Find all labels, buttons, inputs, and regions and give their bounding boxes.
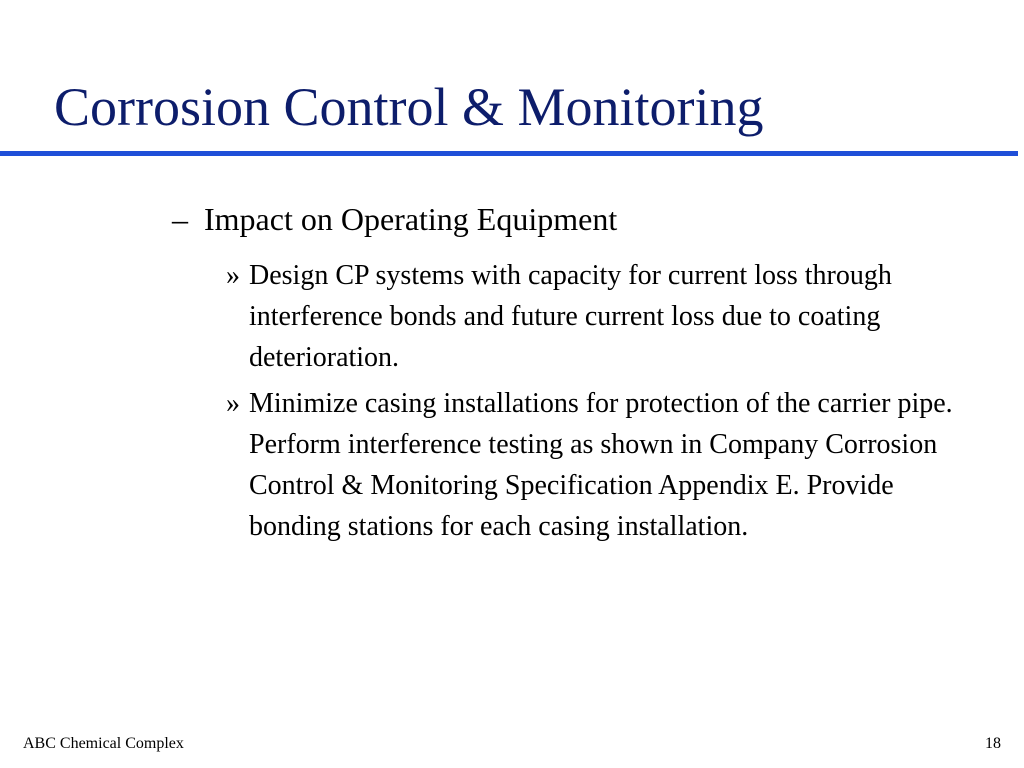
bullet-item xyxy=(226,383,986,547)
bullet-text: Minimize casing installations for protection of the carrier pipe. Perform interference testing as shown in Company Corrosion Control & Monitoring Specification Appendix E. Provide bonding stations for each casing installation. xyxy=(249,388,953,542)
slide-title: Corrosion Control & Monitoring xyxy=(54,77,764,137)
page-number: 18 xyxy=(985,735,1001,752)
title-underline xyxy=(0,151,1018,156)
footer-organization: ABC Chemical Complex xyxy=(23,735,184,752)
bullet-item xyxy=(226,255,986,378)
dash-marker: – xyxy=(172,201,188,237)
subheading-text: Impact on Operating Equipment xyxy=(204,201,618,237)
subheading xyxy=(172,199,617,239)
bullet-text: Design CP systems with capacity for current loss through interference bonds and future current loss due to coating deterioration. xyxy=(249,260,892,373)
bullet-marker: » xyxy=(226,388,240,419)
bullet-marker: » xyxy=(226,260,240,291)
